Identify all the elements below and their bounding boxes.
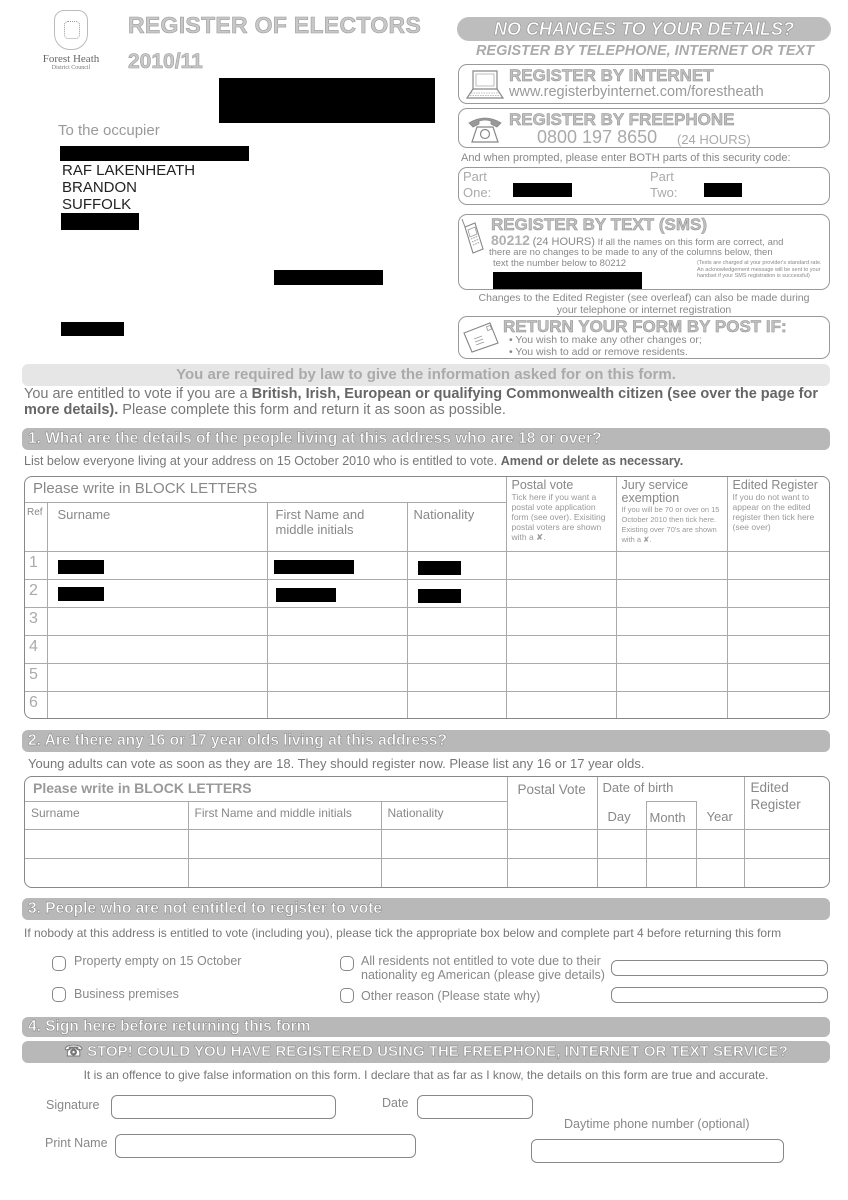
signature-field[interactable] <box>111 1095 336 1119</box>
postal-vote-cell[interactable] <box>506 579 616 607</box>
first-name-cell[interactable] <box>267 663 407 691</box>
sms-hours: (24 HOURS) <box>532 236 595 248</box>
col-edited-register: Edited Register <box>744 777 829 829</box>
nationality-cell[interactable] <box>381 829 507 858</box>
col-surname: Surname <box>47 502 267 551</box>
col-month: Month <box>646 801 696 829</box>
redacted-nationality <box>418 589 461 603</box>
redacted-first-name <box>276 588 336 602</box>
part-two-label-2: Two: <box>650 185 678 200</box>
part-two-label-1: Part <box>650 169 674 184</box>
section-4-header: 4. Sign here before returning this form <box>22 1017 830 1037</box>
surname-cell[interactable] <box>47 579 267 607</box>
col-postal-vote <box>506 477 616 551</box>
month-cell[interactable] <box>646 829 696 858</box>
register-subtitle: REGISTER BY TELEPHONE, INTERNET OR TEXT <box>475 43 815 59</box>
register-internet-box <box>458 64 830 104</box>
year-cell[interactable] <box>696 829 744 858</box>
stop-banner <box>22 1041 830 1063</box>
row-ref: 6 <box>25 691 47 719</box>
laptop-icon <box>465 68 505 102</box>
crest-icon <box>54 10 88 50</box>
address-line: RAF LAKENHEATH <box>62 162 196 179</box>
section-2-intro: Young adults can vote as soon as they are 18. They should register now. Please list any 16 or 17 year olds. <box>28 756 645 771</box>
surname-cell[interactable] <box>47 607 267 635</box>
security-prompt: And when prompted, please enter BOTH parts of this security code: <box>461 152 791 164</box>
table-row <box>25 663 829 691</box>
print-name-field[interactable] <box>115 1134 416 1158</box>
register-year: 2010/11 <box>128 50 203 73</box>
redacted-block <box>219 78 435 123</box>
col-nationality: Nationality <box>407 502 506 551</box>
signature-label: Signature <box>46 1098 100 1112</box>
part-one-label-1: Part <box>463 169 487 184</box>
nationality-cell[interactable] <box>407 663 506 691</box>
telephone-icon: ☎ <box>64 1043 83 1060</box>
redacted-surname <box>58 587 104 601</box>
freephone-hours: (24 HOURS) <box>677 132 751 147</box>
table-row <box>25 635 829 663</box>
jury-cell[interactable] <box>616 635 727 663</box>
internet-url[interactable]: www.registerbyinternet.com/forestheath <box>509 84 764 100</box>
sms-text-2: there are no changes to be made to any of the columns below, then <box>489 247 773 258</box>
postal-vote-cell[interactable] <box>507 829 597 858</box>
first-name-cell[interactable] <box>267 635 407 663</box>
section-1-intro <box>24 454 683 468</box>
post-bullet: You wish to make any other changes or; <box>515 334 702 346</box>
first-name-cell[interactable] <box>188 858 381 887</box>
redacted-block <box>61 322 124 336</box>
row-ref: 3 <box>25 607 47 635</box>
date-field[interactable] <box>417 1095 533 1119</box>
jury-title: Jury service exemption <box>621 478 689 505</box>
postal-vote-cell[interactable] <box>506 607 616 635</box>
sms-line-1 <box>491 232 783 248</box>
jury-desc: If you will be 70 or over on 15 October 2010 then tick here. Existing over 70's are shown with a ✘. <box>621 505 720 544</box>
postal-vote-cell[interactable] <box>506 635 616 663</box>
row-ref: 5 <box>25 663 47 691</box>
block-letters-note: Please write in BLOCK LETTERS <box>25 477 506 502</box>
col-edited-register <box>727 477 829 551</box>
col-first-name: First Name and middle initials <box>188 801 381 829</box>
envelope-icon <box>462 321 500 353</box>
nationality-cell[interactable] <box>407 691 506 719</box>
row-ref: 1 <box>25 551 47 579</box>
nationality-cell[interactable] <box>407 551 506 579</box>
section-1-intro-text: List below everyone living at your address on 15 October 2010 who is entitled to vote. <box>24 454 498 468</box>
redacted-sms-code <box>493 272 642 289</box>
sms-text-1: If all the names on this form are correct, and <box>597 237 784 248</box>
property-empty-checkbox[interactable] <box>52 956 66 971</box>
edited-cell[interactable] <box>727 663 829 691</box>
day-cell[interactable] <box>597 858 646 887</box>
freephone-number[interactable]: 0800 197 8650 <box>537 127 658 147</box>
mobile-phone-icon <box>461 219 485 259</box>
postal-vote-desc: Tick here if you want a postal vote application form (see over). Exisiting postal voters are shown with a ✘. <box>511 492 606 542</box>
edited-desc: If you do not want to appear on the edited register then tick here (see over) <box>732 492 815 532</box>
return-by-post-box <box>458 316 830 359</box>
post-title: RETURN YOUR FORM BY POST IF: <box>503 317 787 336</box>
jury-cell[interactable] <box>616 551 727 579</box>
council-logo <box>36 10 106 71</box>
post-bullet: You wish to add or remove residents. <box>515 346 688 358</box>
section-1-intro-bold: Amend or delete as necessary. <box>500 454 684 468</box>
entitlement-text <box>24 386 834 418</box>
other-reason-label: Other reason (Please state why) <box>361 989 541 1003</box>
col-date-of-birth: Date of birth <box>597 777 744 801</box>
address-line: BRANDON <box>62 179 138 196</box>
col-year: Year <box>696 801 744 829</box>
redacted-block <box>274 270 383 285</box>
first-name-cell[interactable] <box>267 579 407 607</box>
day-cell[interactable] <box>597 829 646 858</box>
nationality-details-field[interactable] <box>611 960 828 976</box>
jury-cell[interactable] <box>616 607 727 635</box>
edited-title: Edited Register <box>732 478 818 492</box>
redacted-part-two-code <box>704 183 742 197</box>
phone-field[interactable] <box>531 1139 784 1163</box>
nationality-cell[interactable] <box>381 858 507 887</box>
jury-cell[interactable] <box>616 579 727 607</box>
jury-cell[interactable] <box>616 691 727 719</box>
edited-cell[interactable] <box>727 691 829 719</box>
edited-cell[interactable] <box>727 579 829 607</box>
surname-cell[interactable] <box>47 551 267 579</box>
to-occupier: To the occupier <box>58 122 160 139</box>
page-title: REGISTER OF ELECTORS <box>128 12 422 38</box>
no-changes-banner: NO CHANGES TO YOUR DETAILS? <box>457 17 831 41</box>
table-row <box>25 691 829 719</box>
date-label: Date <box>382 1096 409 1110</box>
block-letters-note: Please write in BLOCK LETTERS <box>25 777 507 801</box>
surname-cell[interactable] <box>47 635 267 663</box>
entitlement-pre: You are entitled to vote if you are a <box>24 386 252 402</box>
business-premises-label: Business premises <box>74 987 179 1001</box>
phone-label: Daytime phone number (optional) <box>564 1117 750 1131</box>
row-ref: 2 <box>25 579 47 607</box>
surname-cell[interactable] <box>25 858 188 887</box>
table-row <box>25 607 829 635</box>
redacted-first-name <box>274 560 354 574</box>
table-row <box>25 829 829 858</box>
nationality-cell[interactable] <box>407 635 506 663</box>
year-cell[interactable] <box>696 858 744 887</box>
edited-register-note <box>458 292 830 316</box>
sms-text-3: text the number below to 80212 <box>493 258 627 269</box>
first-name-cell[interactable] <box>267 691 407 719</box>
nationality-label: All residents not entitled to vote due to their nationality eg American (please give details) <box>361 954 605 982</box>
post-bullets: • You wish to make any other changes or; • You wish to add or remove residents. <box>509 334 702 358</box>
col-postal-vote: Postal Vote <box>507 777 597 829</box>
electors-table <box>24 476 830 719</box>
sms-title: REGISTER BY TEXT (SMS) <box>491 215 707 234</box>
register-sms-box <box>458 214 830 290</box>
postal-vote-cell[interactable] <box>506 691 616 719</box>
internet-title: REGISTER BY INTERNET <box>509 66 714 85</box>
edited-cell[interactable] <box>744 858 829 887</box>
telephone-icon <box>467 114 503 144</box>
row-ref: 4 <box>25 635 47 663</box>
col-day: Day <box>597 801 646 829</box>
table-row <box>25 858 829 887</box>
council-sub: District Council <box>51 65 91 71</box>
entitlement-bold: British, Irish, European or qualifying Commonwealth citizen (see over the page for more details). <box>24 386 818 418</box>
redacted-nationality <box>418 561 461 575</box>
col-jury-service <box>616 477 727 551</box>
other-reason-checkbox[interactable] <box>340 988 354 1003</box>
section-3-intro: If nobody at this address is entitled to vote (including you), please tick the appropriate box below and complete part 4 before returning this form <box>24 926 782 940</box>
edited-cell[interactable] <box>727 607 829 635</box>
first-name-cell[interactable] <box>267 551 407 579</box>
nationality-cell[interactable] <box>407 607 506 635</box>
postal-vote-title: Postal vote <box>511 478 574 492</box>
redacted-postcode <box>61 213 139 230</box>
table-row <box>25 579 829 607</box>
nationality-checkbox[interactable] <box>340 956 354 971</box>
surname-cell[interactable] <box>47 691 267 719</box>
col-surname: Surname <box>25 801 188 829</box>
jury-cell[interactable] <box>616 663 727 691</box>
redacted-part-one-code <box>513 183 572 197</box>
sms-number: 80212 <box>491 232 530 248</box>
council-name: Forest Heath <box>42 53 100 65</box>
month-cell[interactable] <box>646 858 696 887</box>
entitlement-post: Please complete this form and return it as soon as possible. <box>118 402 506 418</box>
postal-vote-cell[interactable] <box>506 663 616 691</box>
edited-cell[interactable] <box>744 829 829 858</box>
edited-note-2: your telephone or internet registration <box>556 304 732 316</box>
col-nationality: Nationality <box>381 801 507 829</box>
stop-text: STOP! COULD YOU HAVE REGISTERED USING THE FREEPHONE, INTERNET OR TEXT SERVICE? <box>87 1043 788 1060</box>
part-one-label <box>463 169 491 201</box>
part-two-label <box>650 169 677 201</box>
part-one-label-2: One: <box>463 185 492 200</box>
nationality-cell[interactable] <box>407 579 506 607</box>
section-2-header: 2. Are there any 16 or 17 year olds living at this address? <box>22 730 830 752</box>
first-name-cell[interactable] <box>267 607 407 635</box>
table-row <box>25 551 829 579</box>
young-adults-table <box>24 776 830 888</box>
other-reason-field[interactable] <box>611 987 828 1003</box>
edited-cell[interactable] <box>727 635 829 663</box>
col-ref: Ref <box>25 502 47 551</box>
col-first-name: First Name and middle initials <box>267 502 407 551</box>
section-3-header: 3. People who are not entitled to register to vote <box>22 898 830 920</box>
sms-charge-note: (Texts are charged at your provider's standard rate. An acknowledgement message will be sent to your handset if your SMS registration is successful) <box>697 260 822 279</box>
property-empty-label: Property empty on 15 October <box>74 954 242 968</box>
first-name-cell[interactable] <box>188 829 381 858</box>
edited-note-1: Changes to the Edited Register (see overleaf) can also be made during <box>478 292 810 304</box>
print-name-label: Print Name <box>45 1136 108 1150</box>
surname-cell[interactable] <box>47 663 267 691</box>
register-freephone-box <box>458 108 830 148</box>
redacted-surname <box>58 560 104 574</box>
surname-cell[interactable] <box>25 829 188 858</box>
section-1-header: 1. What are the details of the people living at this address who are 18 or over? <box>22 428 830 450</box>
postal-vote-cell[interactable] <box>506 551 616 579</box>
freephone-title: REGISTER BY FREEPHONE <box>509 110 735 129</box>
address-line: SUFFOLK <box>62 196 132 213</box>
postal-vote-cell[interactable] <box>507 858 597 887</box>
security-code-box <box>458 167 830 205</box>
business-premises-checkbox[interactable] <box>52 987 66 1002</box>
edited-cell[interactable] <box>727 551 829 579</box>
law-notice: You are required by law to give the information asked for on this form. <box>22 364 830 386</box>
declaration: It is an offence to give false information on this form. I declare that as far as I know, the details on this form are true and accurate. <box>83 1068 769 1082</box>
redacted-address-line <box>60 146 249 161</box>
